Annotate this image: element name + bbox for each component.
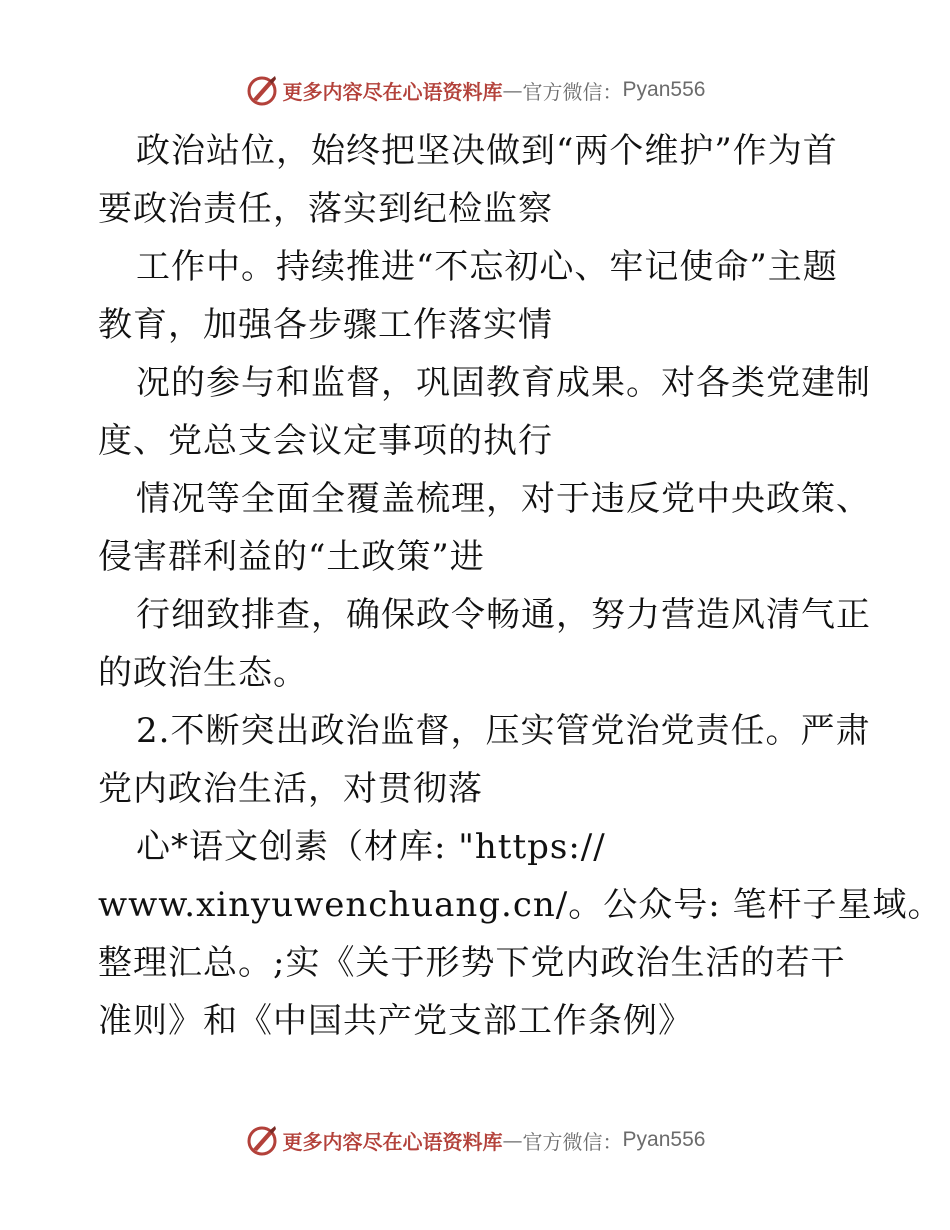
wechat-label: 官方微信： (522, 79, 623, 104)
text-line: 况的参与和监督，巩固教育成果。对各类党建制 (136, 363, 871, 403)
wechat-id: Pyan556 (622, 78, 706, 101)
text-line: 行细致排查，确保政令畅通，努力营造风清气正 (136, 595, 871, 635)
header-banner (0, 70, 950, 110)
banner-separator: — (502, 1128, 523, 1152)
text-line: 政治站位，始终把坚决做到“两个维护”作为首 (136, 131, 838, 171)
text-line: 心*语文创素（材库: "https:// (136, 827, 606, 867)
wechat-id: Pyan556 (622, 1128, 706, 1151)
document-body (98, 122, 943, 1050)
text-line: 党内政治生活，对贯彻落 (98, 769, 483, 809)
text-line: 2.不断突出政治监督，压实管党治党责任。严肃 (136, 711, 871, 751)
text-line: 整理汇总。;实《关于形势下党内政治生活的若干 (98, 943, 846, 983)
ad-text: 更多内容尽在心语资料库 (282, 79, 503, 104)
banner-separator: — (502, 78, 523, 102)
wechat-label: 官方微信： (522, 1129, 623, 1154)
quill-logo-icon (245, 73, 279, 107)
text-line: 情况等全面全覆盖梳理，对于违反党中央政策、 (136, 479, 871, 519)
text-line: 工作中。持续推进“不忘初心、牢记使命”主题 (136, 247, 838, 287)
text-line: 教育，加强各步骤工作落实情 (98, 305, 553, 345)
text-line: 要政治责任，落实到纪检监察 (98, 189, 553, 229)
footer-banner (0, 1120, 950, 1160)
text-line: 的政治生态。 (98, 653, 308, 693)
text-line: www.xinyuwenchuang.cn/。公众号: 笔杆子星域。 (98, 885, 943, 925)
text-line: 准则》和《中国共产党支部工作条例》 (98, 1001, 693, 1041)
ad-text: 更多内容尽在心语资料库 (282, 1129, 503, 1154)
text-line: 度、党总支会议定事项的执行 (98, 421, 553, 461)
quill-logo-icon (245, 1123, 279, 1157)
text-line: 侵害群利益的“土政策”进 (98, 537, 485, 577)
